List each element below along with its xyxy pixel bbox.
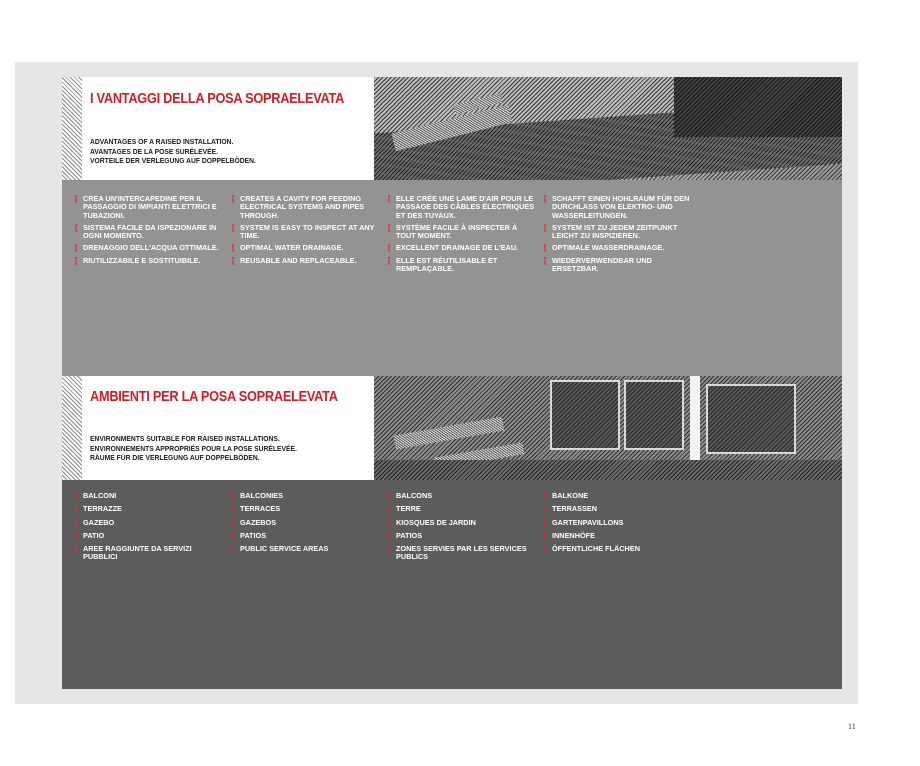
section-advantages <box>62 77 842 376</box>
subtitle-line-fr: ENVIRONNEMENTS APPROPRIÉS POUR LA POSE SURÉLEVÉE. <box>90 443 297 453</box>
bullet-bracket: [ <box>544 517 547 527</box>
section-body <box>62 180 842 376</box>
list-item: [ CREA UN'INTERCAPEDINE PER IL PASSAGGIO DI IMPIANTI ELETTRICI E TUBAZIONI. <box>75 194 217 220</box>
bullet-bracket: [ <box>544 243 547 253</box>
list-item: [ REUSABLE AND REPLACEABLE. <box>232 255 357 265</box>
list-item: [ PATIOS <box>232 530 267 540</box>
bullet-bracket: [ <box>232 255 235 265</box>
list-item: [ SYSTÈME FACILE À INSPECTER À TOUT MOMENT. <box>388 222 518 241</box>
list-item: [ GAZEBO <box>75 517 115 527</box>
list-item: [ TERRE <box>388 504 421 514</box>
list-item: [ KIOSQUES DE JARDIN <box>388 517 476 527</box>
bullet-bracket: [ <box>388 194 391 203</box>
bullet-bracket: [ <box>388 530 391 540</box>
list-item: [ AREE RAGGIUNTE DA SERVIZI PUBBLICI <box>75 544 192 562</box>
column-de <box>544 492 692 558</box>
column-en <box>232 195 380 269</box>
bullet-bracket: [ <box>75 243 78 253</box>
deck-area <box>374 460 842 480</box>
window-shape <box>624 380 684 450</box>
bullet-bracket: [ <box>388 255 391 265</box>
list-item: [ ELLE CRÉE UNE LAME D'AIR POUR LE PASSAGE DES CÂBLES ÉLECTRIQUES ET DES TUYAUX. <box>388 194 535 220</box>
list-item: [ OPTIMALE WASSERDRAINAGE. <box>544 243 665 253</box>
bullet-bracket: [ <box>388 517 391 527</box>
hatch-stripe <box>62 376 82 480</box>
list-item: [ TERRASSEN <box>544 504 598 514</box>
list-item: [ PUBLIC SERVICE AREAS <box>232 544 329 554</box>
list-item: [ DRENAGGIO DELL'ACQUA OTTIMALE. <box>75 243 219 253</box>
bullet-bracket: [ <box>232 222 235 232</box>
subtitle-line-en: ADVANTAGES OF A RAISED INSTALLATION. <box>90 137 234 146</box>
subtitle-line-de: RÄUME FÜR DIE VERLEGUNG AUF DOPPELBÖDEN. <box>90 453 260 462</box>
bullet-bracket: [ <box>232 517 235 527</box>
bullet-bracket: [ <box>388 544 391 554</box>
list-item: [ SYSTEM IST ZU JEDEM ZEITPUNKT LEICHT ZU INSPIZIEREN. <box>544 222 678 241</box>
window-shape <box>706 384 796 454</box>
list-item: [ OPTIMAL WATER DRAINAGE. <box>232 243 344 253</box>
list-item: [ RIUTILIZZABILE E SOSTITUIBILE. <box>75 255 201 265</box>
bullet-bracket: [ <box>388 222 391 232</box>
section-body <box>62 480 842 689</box>
section-environments <box>62 376 842 689</box>
page-number: 11 <box>848 722 856 731</box>
bullet-bracket: [ <box>75 194 78 203</box>
bullet-bracket: [ <box>75 517 78 527</box>
bullet-bracket: [ <box>232 194 235 203</box>
list-item: [ SISTEMA FACILE DA ISPEZIONARE IN OGNI MOMENTO. <box>75 222 217 241</box>
list-item: [ GARTENPAVILLONS <box>544 517 624 527</box>
subtitle-line-en: ENVIRONMENTS SUITABLE FOR RAISED INSTALLATIONS. <box>90 434 280 443</box>
hatch-stripe <box>62 77 82 180</box>
fence-shape <box>674 77 842 137</box>
terrace-photo <box>374 77 842 180</box>
bullet-bracket: [ <box>544 222 547 232</box>
column-it <box>75 492 223 567</box>
list-item: [ BALKONE <box>544 491 589 500</box>
bullet-bracket: [ <box>75 544 78 554</box>
bullet-bracket: [ <box>232 243 235 253</box>
list-item: [ SCHAFFT EINEN HOHLRAUM FÜR DEN DURCHLASS VON ELEKTRO- UND WASSERLEITUNGEN. <box>544 194 690 220</box>
bullet-bracket: [ <box>232 491 235 500</box>
list-item: [ PATIOS <box>388 530 423 540</box>
bullet-bracket: [ <box>388 491 391 500</box>
bullet-bracket: [ <box>544 255 547 265</box>
list-item: [ TERRAZZE <box>75 504 122 514</box>
list-item: [ TERRACES <box>232 504 281 514</box>
bullet-bracket: [ <box>544 491 547 500</box>
window-shape <box>550 380 620 450</box>
bullet-bracket: [ <box>232 544 235 554</box>
section-title: AMBIENTI PER LA POSA SOPRAELEVATA <box>90 389 338 405</box>
section-title: I VANTAGGI DELLA POSA SOPRAELEVATA <box>90 91 345 107</box>
lounger-shape <box>394 417 505 450</box>
section-header <box>62 77 842 180</box>
section-subtitle <box>90 434 297 463</box>
bullet-bracket: [ <box>75 504 78 514</box>
bullet-bracket: [ <box>75 222 78 232</box>
column-it <box>75 195 223 269</box>
column-fr <box>388 492 536 567</box>
bullet-bracket: [ <box>75 530 78 540</box>
column-fr <box>388 195 536 277</box>
bullet-bracket: [ <box>544 530 547 540</box>
column-de <box>544 195 692 277</box>
subtitle-line-fr: AVANTAGES DE LA POSE SURÉLEVÉE. <box>90 146 219 156</box>
bullet-bracket: [ <box>232 530 235 540</box>
section-subtitle <box>90 137 256 166</box>
list-item: [ BALCONS <box>388 491 433 500</box>
bullet-bracket: [ <box>544 194 547 203</box>
list-item: [ WIEDERVERWENDBAR UND ERSETZBAR. <box>544 255 652 274</box>
list-item: [ BALCONIES <box>232 491 283 500</box>
list-item: [ ZONES SERVIES PAR LES SERVICES PUBLICS <box>388 544 527 562</box>
bullet-bracket: [ <box>544 544 547 554</box>
section-header <box>62 376 842 480</box>
list-item: [ CREATES A CAVITY FOR FEEDING ELECTRICAL SYSTEMS AND PIPES THROUGH. <box>232 194 365 220</box>
list-item: [ ÖFFENTLICHE FLÄCHEN <box>544 544 640 554</box>
list-item: [ PATIO <box>75 530 105 540</box>
list-item: [ SYSTEM IS EASY TO INSPECT AT ANY TIME. <box>232 222 375 241</box>
bullet-bracket: [ <box>388 504 391 514</box>
patio-photo <box>374 376 842 480</box>
list-item: [ EXCELLENT DRAINAGE DE L'EAU. <box>388 243 519 253</box>
bullet-bracket: [ <box>75 491 78 500</box>
bullet-bracket: [ <box>75 255 78 265</box>
list-item: [ BALCONI <box>75 491 117 500</box>
list-item: [ ELLE EST RÉUTILISABLE ET REMPLAÇABLE. <box>388 255 498 274</box>
bullet-bracket: [ <box>544 504 547 514</box>
column-en <box>232 492 380 558</box>
list-item: [ INNENHÖFE <box>544 530 595 540</box>
list-item: [ GAZEBOS <box>232 517 277 527</box>
bullet-bracket: [ <box>232 504 235 514</box>
subtitle-line-de: VORTEILE DER VERLEGUNG AUF DOPPELBÖDEN. <box>90 156 256 165</box>
bullet-bracket: [ <box>388 243 391 253</box>
